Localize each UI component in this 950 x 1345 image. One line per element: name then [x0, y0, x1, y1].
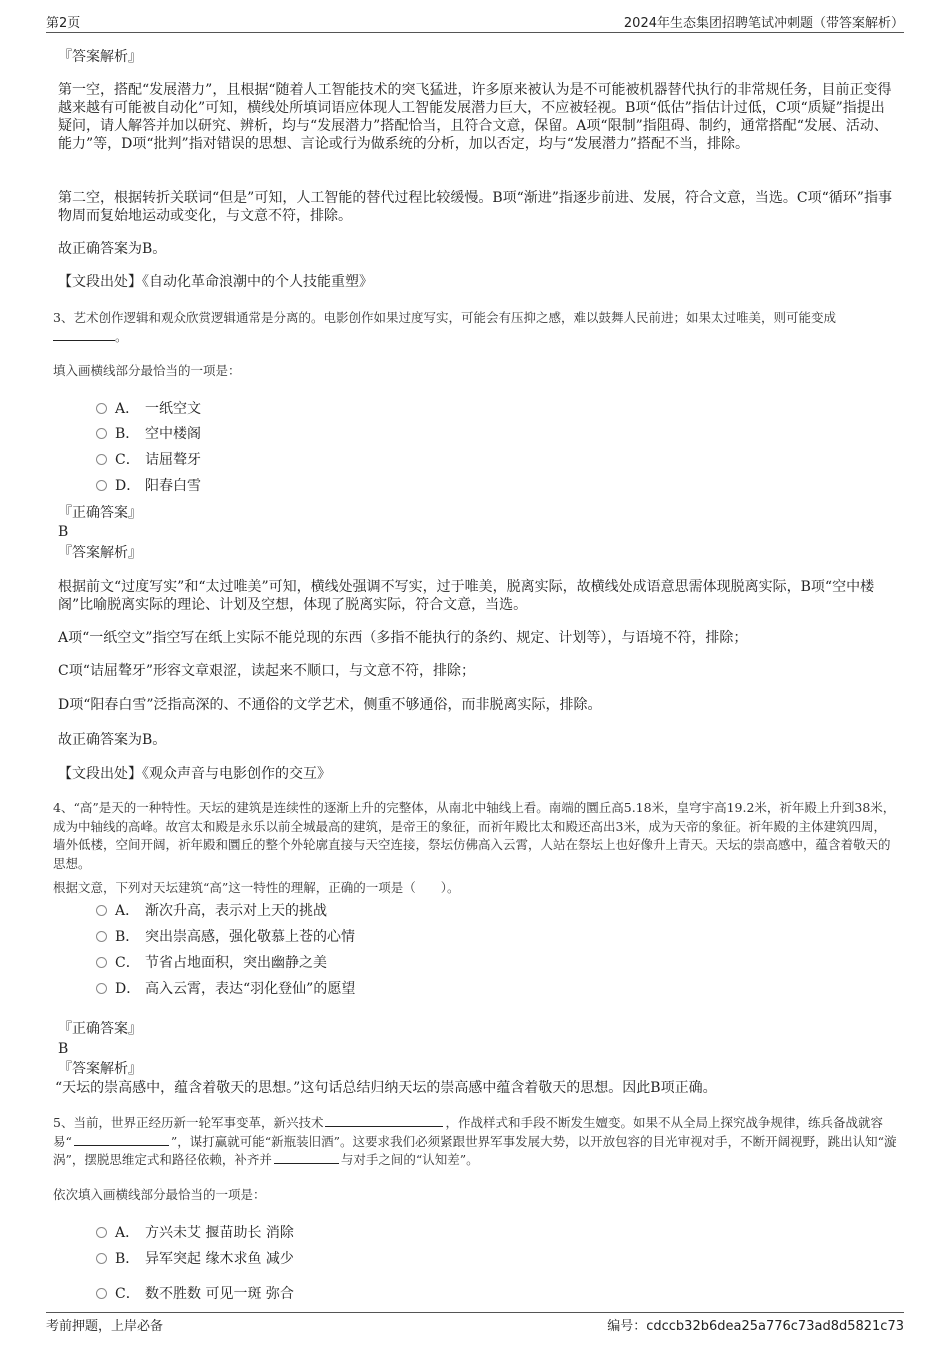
q4-option-b[interactable]: B． 突出崇高感，强化敬慕上苍的心情 [96, 928, 355, 946]
document-id: 编号：cdccb32b6dea25a776c73ad8d5821c73 [607, 1319, 904, 1334]
q4-option-d[interactable]: D． 高入云霄，表达“羽化登仙”的愿望 [96, 980, 355, 998]
radio-icon[interactable] [96, 428, 107, 439]
radio-icon[interactable] [96, 1253, 107, 1264]
q3-option-a[interactable]: A． 一纸空文 [96, 400, 201, 418]
footer-slogan: 考前押题，上岸必备 [46, 1319, 164, 1334]
q4-answer: B [58, 1041, 69, 1057]
q4-question: 根据文意，下列对天坛建筑“高”这一特性的理解，正确的一项是（ ）。 [53, 880, 460, 895]
radio-icon[interactable] [96, 454, 107, 465]
q5-option-a[interactable]: A． 方兴未艾 揠苗助长 消除 [96, 1224, 294, 1242]
q2-analysis-p2: 第二空，根据转折关联词“但是”可知，人工智能的替代过程比较缓慢。B项“渐进”指逐步前进、发展，符合文意，当选。C项“循环”指事物周而复始地运动或变化，与文意不符，排除。 [58, 190, 892, 224]
q3-analysis-label: 『答案解析』 [58, 545, 142, 561]
q3-analysis-a1: 根据前文“过度写实”和“太过唯美”可知，横线处强调不写实，过于唯美，脱离实际，故横线处成语意思需体现脱离实际，B项“空中楼阁”比喻脱离实际的理论、计划及空想，体现了脱离实际，符合文意，当选。 [58, 579, 875, 613]
q4-option-c[interactable]: C． 节省占地面积，突出幽静之美 [96, 954, 327, 972]
q2-analysis-label: 『答案解析』 [58, 49, 142, 65]
q3-stem-end: 。 [115, 328, 128, 344]
q3-answer-label: 『正确答案』 [58, 505, 142, 521]
q3-blank [53, 328, 115, 341]
q3-analysis-a4: D项“阳春白雪”泛指高深的、不通俗的文学艺术，侧重不够通俗，而非脱离实际，排除。 [58, 697, 602, 713]
q4-analysis-label: 『答案解析』 [58, 1061, 142, 1077]
q2-analysis-p1: 第一空，搭配“发展潜力”，且根据“随着人工智能技术的突飞猛进，许多原来被认为是不可能被机器替代执行的非常规任务，目前正变得越来越有可能被自动化”可知，横线处所填词语应体现人工智能发展潜力巨大，不应被轻视。B项“低估”指估计过低，C项“质疑”指提出疑问，请人解答并加以研究、辨析，均与“发展潜力”搭配恰当，且符合文意，保留。A项“限制”指阻碍、制约，通常搭配“发展、活动、能力”等，D项“批判”指对错误的思想、言论或行为做系统的分析，加以否定，均与“发展潜力”搭配不当，排除。 [58, 82, 892, 152]
q2-conclusion: 故正确答案为B。 [58, 241, 167, 257]
q3-conclusion: 故正确答案为B。 [58, 732, 167, 748]
radio-icon[interactable] [96, 905, 107, 916]
page-number: 第2页 [46, 16, 81, 31]
q2-source: 【文段出处】《自动化革命浪潮中的个人技能重塑》 [58, 274, 373, 290]
radio-icon[interactable] [96, 1288, 107, 1299]
q5-blank-2 [74, 1133, 169, 1146]
q4-stem: 4、“高”是天的一种特性。天坛的建筑是连续性的逐渐上升的完整体，从南北中轴线上看。南端的圜丘高5.18米，皇穹宇高19.2米，祈年殿上升到38米，成为中轴线的高峰。故宫太和殿是永乐以前全城最高的建筑，是帝王的象征，而祈年殿比太和殿还高出3米，成为天帝的象征。祈年殿的主体建筑四周，墙外低楼，空间开阔，祈年殿和圜丘的整个外轮廓直接与天空连接，祭坛仿佛高入云霄，人站在祭坛上也好像升上青天。天坛的崇高感中，蕴含着敬天的思想。 [53, 800, 896, 871]
q5-blank-3 [274, 1151, 339, 1164]
radio-icon[interactable] [96, 931, 107, 942]
q5-stem: 5、当前，世界正经历新一轮军事变革，新兴技术 ，作战样式和手段不断发生嬗变。如果不从全局上探究战争规律，练兵备战就容易“ ”，谋打赢就可能“新瓶装旧酒”。这要求我们必须紧跟世界军事发展大势，以开放包容的目光审视对手，不断开阔视野，跳出认知“漩涡”，摆脱思维定式和路径依赖，补齐并 与对手之间的“认知差”。 [53, 1115, 897, 1167]
q3-prompt: 填入画横线部分最恰当的一项是： [53, 363, 241, 378]
page-footer [46, 1312, 904, 1333]
q3-option-b[interactable]: B． 空中楼阁 [96, 425, 201, 443]
q4-analysis: “天坛的崇高感中，蕴含着敬天的思想。”这句话总结归纳天坛的崇高感中蕴含着敬天的思想。因此B项正确。 [55, 1080, 717, 1096]
q3-analysis-a3: C项“诘屈聱牙”形容文章艰涩，读起来不顺口，与文意不符，排除； [58, 663, 476, 679]
q4-answer-label: 『正确答案』 [58, 1021, 142, 1037]
radio-icon[interactable] [96, 1227, 107, 1238]
q3-source: 【文段出处】《观众声音与电影创作的交互》 [58, 766, 331, 782]
q3-stem [53, 309, 898, 346]
page-header [46, 12, 904, 33]
radio-icon[interactable] [96, 480, 107, 491]
radio-icon[interactable] [96, 403, 107, 414]
q3-option-c[interactable]: C． 诘屈聱牙 [96, 451, 201, 469]
q5-prompt: 依次填入画横线部分最恰当的一项是： [53, 1187, 266, 1202]
q3-answer: B [58, 524, 69, 540]
q5-option-c[interactable]: C． 数不胜数 可见一斑 弥合 [96, 1285, 294, 1303]
document-title: 2024年生态集团招聘笔试冲刺题（带答案解析） [623, 16, 904, 31]
q3-analysis-a2: A项“一纸空文”指空写在纸上实际不能兑现的东西（多指不能执行的条约、规定、计划等），与语境不符，排除； [58, 630, 748, 646]
q4-option-a[interactable]: A． 渐次升高，表示对上天的挑战 [96, 902, 327, 920]
q5-blank-1 [325, 1114, 443, 1127]
radio-icon[interactable] [96, 957, 107, 968]
q3-stem-text: 3、艺术创作逻辑和观众欣赏逻辑通常是分离的。电影创作如果过度写实，可能会有压抑之感，难以鼓舞人民前进；如果太过唯美，则可能变成 [53, 310, 836, 325]
q3-option-d[interactable]: D． 阳春白雪 [96, 477, 201, 495]
radio-icon[interactable] [96, 983, 107, 994]
q5-option-b[interactable]: B． 异军突起 缘木求鱼 减少 [96, 1250, 294, 1268]
